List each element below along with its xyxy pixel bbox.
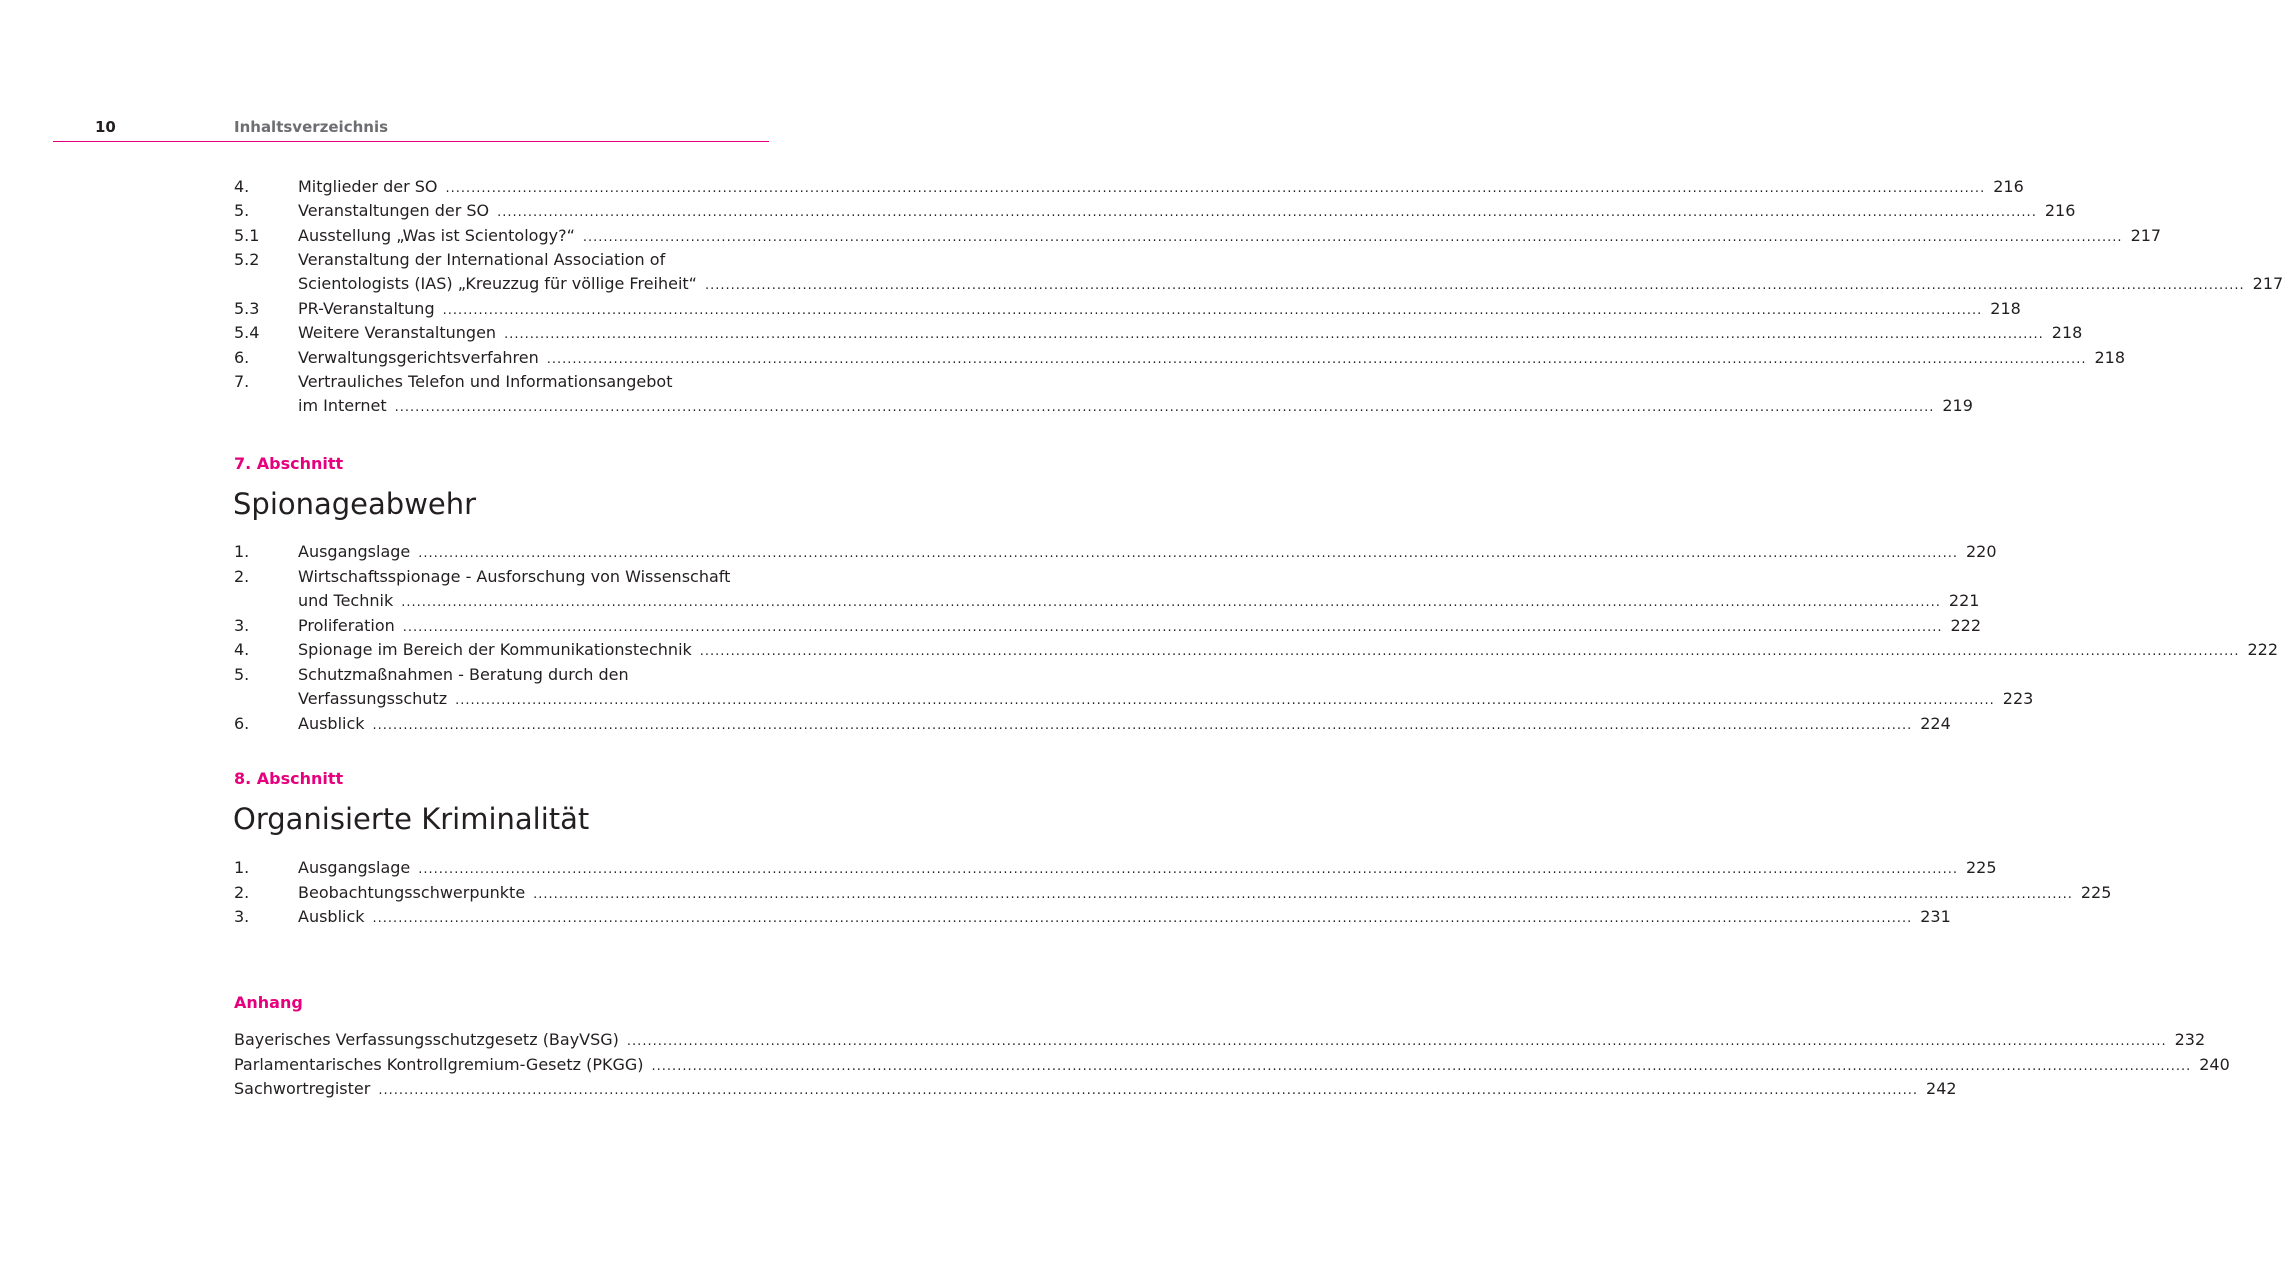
- toc-entry-title: Ausgangslage: [298, 858, 411, 877]
- toc-entry-page: 220: [1965, 542, 1997, 561]
- dot-leader: ............................................................................................................................................................................................................................................................................................................: [626, 1034, 2167, 1049]
- toc-entry-text: [298, 224, 2162, 250]
- toc-entry-number: 4.: [234, 177, 250, 196]
- toc-entry: [234, 565, 1980, 615]
- toc-entry-number: 5.: [234, 201, 250, 221]
- toc-entry-line: [234, 1053, 2230, 1079]
- toc-entry-title: Scientologists (IAS) „Kreuzzug für völlige Freiheit“: [298, 274, 697, 294]
- toc-entry-page: 218: [1990, 299, 2021, 318]
- toc-entry-number: 5.4: [234, 323, 260, 343]
- appendix-label: Anhang: [234, 993, 303, 1012]
- toc-entry: [234, 905, 1951, 931]
- toc-entry-number: 3.: [234, 907, 250, 926]
- toc-entry-title: Beobachtungsschwerpunkte: [298, 882, 526, 902]
- toc-entry-page: 218: [2051, 323, 2083, 343]
- toc-entry: [234, 856, 1997, 882]
- toc-entry-page: 218: [2094, 347, 2126, 367]
- toc-entry-text: [298, 199, 2076, 225]
- dot-leader: ............................................................................................................................................................................................................................................................................................................: [372, 911, 1913, 926]
- toc-entry: [234, 614, 1982, 640]
- toc-entry-line: [298, 638, 2279, 664]
- toc-entry-text: [298, 297, 2021, 323]
- toc-entry-title: im Internet: [298, 396, 387, 416]
- toc-entry-text: [298, 321, 2083, 347]
- toc-entry-line: [298, 199, 2076, 225]
- toc-entry-page: 225: [2080, 882, 2112, 902]
- dot-leader: ............................................................................................................................................................................................................................................................................................................: [394, 400, 1935, 416]
- toc-entry: [234, 1077, 1957, 1103]
- toc-entry-title: PR-Veranstaltung: [298, 299, 435, 318]
- toc-entry-number: 5.1: [234, 225, 260, 245]
- dot-leader: ............................................................................................................................................................................................................................................................................................................: [704, 278, 2245, 294]
- toc-entry: [234, 199, 2076, 225]
- toc-entry-line: [234, 1077, 1957, 1103]
- toc-entry-number: 2.: [234, 882, 250, 902]
- toc-entry-page: 216: [2044, 201, 2076, 221]
- toc-entry-page: 222: [2247, 640, 2279, 659]
- toc-entry-line: [298, 394, 1973, 420]
- toc-entry: [234, 663, 2034, 713]
- toc-entry: [234, 224, 2162, 250]
- toc-entry: [234, 248, 2283, 298]
- toc-entry-line: [298, 224, 2162, 250]
- toc-entry-page: 223: [2002, 688, 2034, 708]
- toc-entry-page: 242: [1926, 1079, 1957, 1098]
- toc-entry-number: 5.2: [234, 250, 260, 270]
- toc-entry-title: Bayerisches Verfassungsschutzgesetz (BayVSG): [234, 1030, 619, 1049]
- dot-leader: ............................................................................................................................................................................................................................................................................................................: [372, 717, 1913, 733]
- toc-entry-title: und Technik: [298, 590, 394, 610]
- section-8-label: 8. Abschnitt: [234, 769, 344, 788]
- toc-entry-page: 232: [2174, 1030, 2206, 1049]
- dot-leader: ............................................................................................................................................................................................................................................................................................................: [445, 181, 1986, 196]
- toc-entry-line: [298, 712, 1951, 738]
- toc-entry-text: [298, 175, 2024, 201]
- toc-entry-number: 3.: [234, 615, 250, 635]
- running-header-title: Inhaltsverzeichnis: [234, 118, 389, 136]
- toc-entry-title: Sachwortregister: [234, 1079, 371, 1098]
- toc-entry-text: [234, 1053, 2230, 1079]
- toc-entry-title: Verfassungsschutz: [298, 688, 448, 708]
- toc-entry: [234, 1053, 2230, 1079]
- toc-entry-number: 2.: [234, 566, 250, 586]
- toc-entry-text: [298, 565, 1980, 615]
- toc-entry: [234, 175, 2024, 201]
- toc-entry-text: [298, 540, 1997, 566]
- toc-entry-page: 217: [2130, 225, 2162, 245]
- toc-entry-page: 219: [1942, 396, 1973, 416]
- toc-entry-line: [298, 297, 2021, 323]
- toc-entry-line: [298, 175, 2024, 201]
- toc-entry: [234, 346, 2126, 372]
- toc-entry-page: 216: [1993, 177, 2024, 196]
- toc-entry-text: [298, 638, 2279, 664]
- toc-entry-title: Weitere Veranstaltungen: [298, 323, 497, 343]
- dot-leader: ............................................................................................................................................................................................................................................................................................................: [455, 692, 1995, 708]
- toc-entry-number: 1.: [234, 542, 250, 561]
- toc-entry-title: Parlamentarisches Kontrollgremium-Gesetz (PKGG): [234, 1054, 644, 1074]
- dot-leader: ............................................................................................................................................................................................................................................................................................................: [402, 619, 1943, 635]
- toc-entry-line: [298, 687, 2034, 713]
- toc-entry-number: 6.: [234, 347, 250, 367]
- toc-entry: [234, 712, 1951, 738]
- toc-entry-title: Verwaltungsgerichtsverfahren: [298, 347, 539, 367]
- section-7-title: Spionageabwehr: [233, 487, 477, 521]
- toc-entry-page: 222: [1950, 615, 1982, 635]
- toc-entry-title-line: Wirtschaftsspionage - Ausforschung von Wissenschaft: [298, 566, 731, 586]
- toc-entry-text: [298, 614, 1982, 640]
- dot-leader: ............................................................................................................................................................................................................................................................................................................: [582, 229, 2123, 245]
- toc-entry-number: 1.: [234, 858, 250, 877]
- toc-entry-line: [298, 905, 1951, 931]
- dot-leader: ............................................................................................................................................................................................................................................................................................................: [699, 644, 2240, 659]
- toc-entry-text: [298, 856, 1997, 882]
- toc-entry-text: [298, 370, 1973, 420]
- toc-entry-title-line: Vertrauliches Telefon und Informationsangebot: [298, 372, 673, 392]
- toc-entry-title: Proliferation: [298, 615, 395, 635]
- dot-leader: ............................................................................................................................................................................................................................................................................................................: [418, 862, 1958, 877]
- page-number: 10: [95, 118, 116, 136]
- toc-entry-line: [298, 321, 2083, 347]
- section-8-title: Organisierte Kriminalität: [233, 802, 590, 836]
- toc-entry-number: 6.: [234, 713, 250, 733]
- toc-entry-text: [298, 712, 1951, 738]
- toc-entry-text: [234, 1077, 1957, 1103]
- toc-entry: [234, 1028, 2206, 1054]
- toc-entry-title: Ausblick: [298, 713, 365, 733]
- toc-entry: [234, 297, 2021, 323]
- toc-entry-line: [298, 272, 2283, 298]
- toc-entry-number: 4.: [234, 640, 250, 659]
- toc-entry-title: Ausstellung „Was ist Scientology?“: [298, 225, 575, 245]
- toc-entry-title: Ausblick: [298, 907, 365, 926]
- toc-entry-line: [298, 614, 1982, 640]
- dot-leader: ............................................................................................................................................................................................................................................................................................................: [442, 303, 1983, 318]
- toc-entry-text: [298, 346, 2126, 372]
- toc-entry-line: [234, 1028, 2206, 1054]
- dot-leader: ............................................................................................................................................................................................................................................................................................................: [651, 1058, 2192, 1074]
- toc-entry-line: [298, 346, 2126, 372]
- header-rule: [53, 141, 769, 142]
- toc-entry-text: [298, 905, 1951, 931]
- dot-leader: ............................................................................................................................................................................................................................................................................................................: [504, 327, 2044, 343]
- toc-entry: [234, 638, 2279, 664]
- toc-entry-line: [298, 540, 1997, 566]
- toc-entry-title: Mitglieder der SO: [298, 177, 438, 196]
- section-7-label: 7. Abschnitt: [234, 454, 344, 473]
- toc-entry: [234, 321, 2083, 347]
- toc-entry-line: [298, 881, 2112, 907]
- toc-entry-number: 7.: [234, 372, 250, 392]
- dot-leader: ............................................................................................................................................................................................................................................................................................................: [533, 886, 2073, 902]
- toc-entry-text: [234, 1028, 2206, 1054]
- toc-entry-text: [298, 881, 2112, 907]
- dot-leader: ............................................................................................................................................................................................................................................................................................................: [497, 205, 2037, 221]
- toc-entry-line: [298, 856, 1997, 882]
- dot-leader: ............................................................................................................................................................................................................................................................................................................: [546, 351, 2087, 367]
- toc-entry-title: Spionage im Bereich der Kommunikationstechnik: [298, 640, 692, 659]
- toc-entry-number: 5.: [234, 664, 250, 684]
- toc-entry-text: [298, 248, 2283, 298]
- toc-entry-page: 217: [2252, 274, 2283, 294]
- toc-entry-title: Veranstaltungen der SO: [298, 201, 490, 221]
- toc-entry-title: Ausgangslage: [298, 542, 411, 561]
- toc-entry-number: 5.3: [234, 299, 260, 318]
- toc-entry: [234, 540, 1997, 566]
- toc-entry-page: 240: [2199, 1054, 2230, 1074]
- toc-entry-page: 221: [1948, 590, 1980, 610]
- toc-entry: [234, 370, 1973, 420]
- toc-entry-page: 225: [1965, 858, 1997, 877]
- dot-leader: ............................................................................................................................................................................................................................................................................................................: [378, 1083, 1919, 1098]
- toc-entry-line: [298, 589, 1980, 615]
- dot-leader: ............................................................................................................................................................................................................................................................................................................: [418, 546, 1958, 561]
- toc-entry-page: 224: [1920, 713, 1951, 733]
- toc-entry: [234, 881, 2112, 907]
- toc-entry-page: 231: [1920, 907, 1951, 926]
- toc-entry-text: [298, 663, 2034, 713]
- toc-entry-title-line: Schutzmaßnahmen - Beratung durch den: [298, 664, 629, 684]
- dot-leader: ............................................................................................................................................................................................................................................................................................................: [401, 594, 1941, 610]
- toc-entry-title-line: Veranstaltung der International Association of: [298, 250, 666, 270]
